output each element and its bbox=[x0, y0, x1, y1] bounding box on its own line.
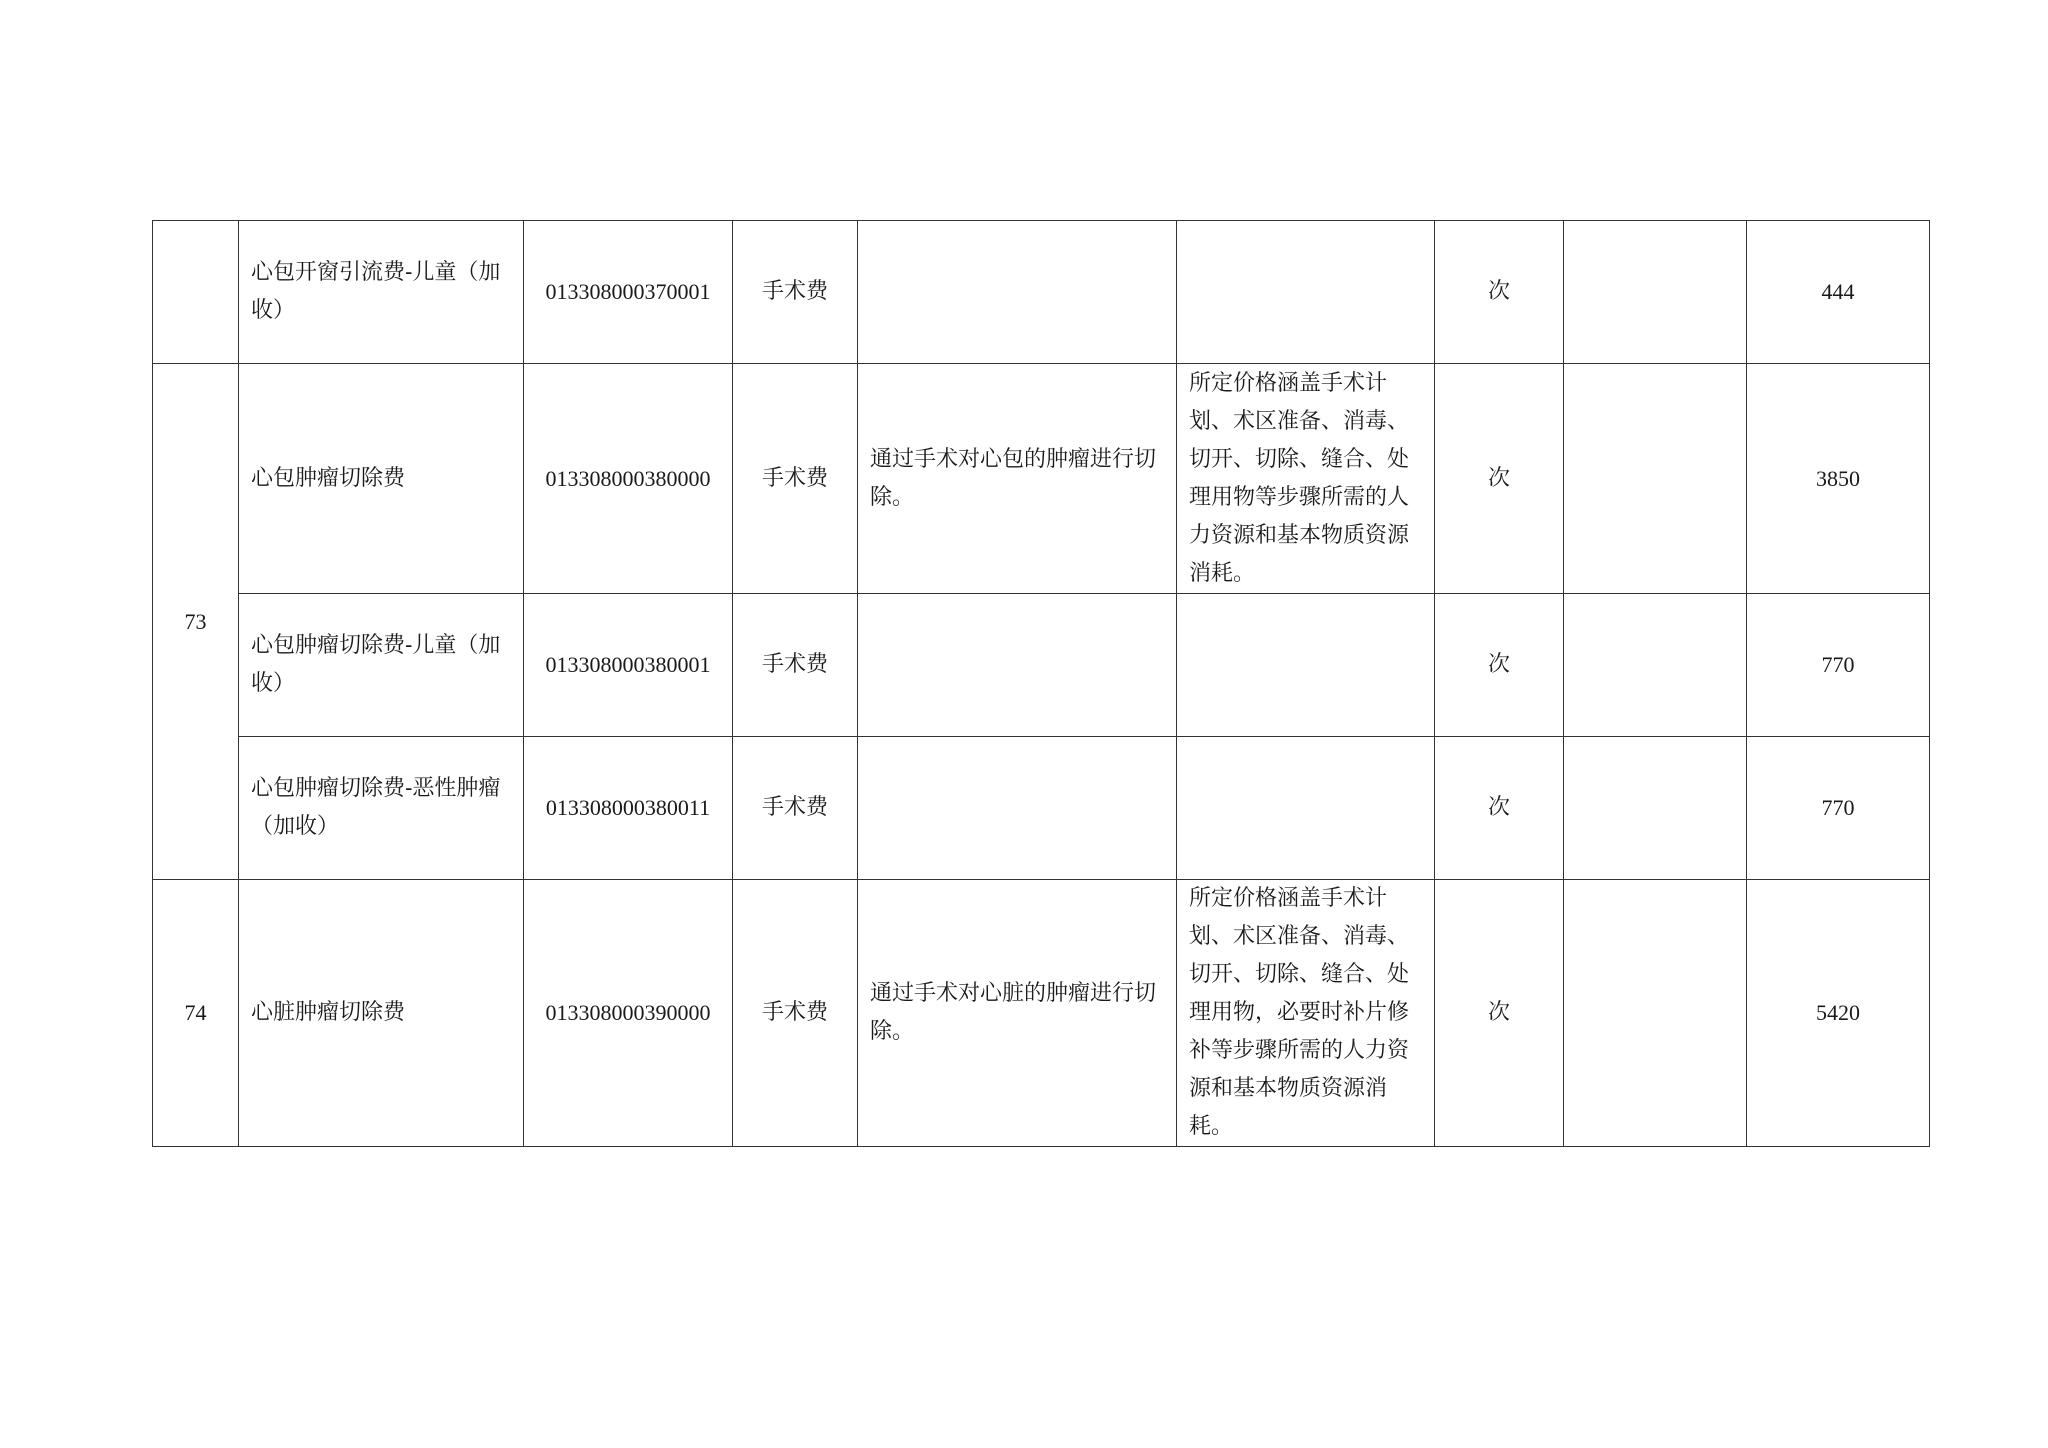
price-table bbox=[152, 220, 1930, 1147]
unit-cell: 次 bbox=[1435, 737, 1564, 880]
table-row bbox=[153, 737, 1930, 880]
note-cell bbox=[1564, 364, 1747, 594]
item-code-cell: 013308000380011 bbox=[524, 737, 733, 880]
item-code-cell: 013308000390000 bbox=[524, 880, 733, 1147]
content-cell: 通过手术对心包的肿瘤进行切除。 bbox=[858, 364, 1177, 594]
note-cell bbox=[1564, 737, 1747, 880]
connotation-cell bbox=[1177, 221, 1435, 364]
connotation-cell: 所定价格涵盖手术计划、术区准备、消毒、切开、切除、缝合、处理用物，必要时补片修补等步骤所需的人力资源和基本物质资源消耗。 bbox=[1177, 880, 1435, 1147]
unit-cell: 次 bbox=[1435, 364, 1564, 594]
content-cell: 通过手术对心脏的肿瘤进行切除。 bbox=[858, 880, 1177, 1147]
item-name-cell: 心包肿瘤切除费-恶性肿瘤（加收） bbox=[239, 737, 524, 880]
unit-cell: 次 bbox=[1435, 594, 1564, 737]
category-cell: 手术费 bbox=[733, 364, 858, 594]
content-cell bbox=[858, 594, 1177, 737]
item-code-cell: 013308000380001 bbox=[524, 594, 733, 737]
category-cell: 手术费 bbox=[733, 594, 858, 737]
item-code-cell: 013308000370001 bbox=[524, 221, 733, 364]
item-code-cell: 013308000380000 bbox=[524, 364, 733, 594]
content-cell bbox=[858, 737, 1177, 880]
price-cell: 770 bbox=[1747, 594, 1930, 737]
category-cell: 手术费 bbox=[733, 221, 858, 364]
seq-cell bbox=[153, 221, 239, 364]
price-cell: 3850 bbox=[1747, 364, 1930, 594]
connotation-cell bbox=[1177, 737, 1435, 880]
price-cell: 5420 bbox=[1747, 880, 1930, 1147]
seq-cell: 73 bbox=[153, 364, 239, 880]
table-row bbox=[153, 880, 1930, 1147]
category-cell: 手术费 bbox=[733, 737, 858, 880]
table-row bbox=[153, 594, 1930, 737]
connotation-cell bbox=[1177, 594, 1435, 737]
connotation-cell: 所定价格涵盖手术计划、术区准备、消毒、切开、切除、缝合、处理用物等步骤所需的人力资源和基本物质资源消耗。 bbox=[1177, 364, 1435, 594]
price-cell: 770 bbox=[1747, 737, 1930, 880]
item-name-cell: 心包肿瘤切除费 bbox=[239, 364, 524, 594]
content-cell bbox=[858, 221, 1177, 364]
table-row bbox=[153, 364, 1930, 594]
item-name-cell: 心脏肿瘤切除费 bbox=[239, 880, 524, 1147]
table-row bbox=[153, 221, 1930, 364]
note-cell bbox=[1564, 221, 1747, 364]
price-cell: 444 bbox=[1747, 221, 1930, 364]
note-cell bbox=[1564, 880, 1747, 1147]
seq-cell: 74 bbox=[153, 880, 239, 1147]
category-cell: 手术费 bbox=[733, 880, 858, 1147]
note-cell bbox=[1564, 594, 1747, 737]
unit-cell: 次 bbox=[1435, 880, 1564, 1147]
item-name-cell: 心包肿瘤切除费-儿童（加收） bbox=[239, 594, 524, 737]
item-name-cell: 心包开窗引流费-儿童（加收） bbox=[239, 221, 524, 364]
unit-cell: 次 bbox=[1435, 221, 1564, 364]
